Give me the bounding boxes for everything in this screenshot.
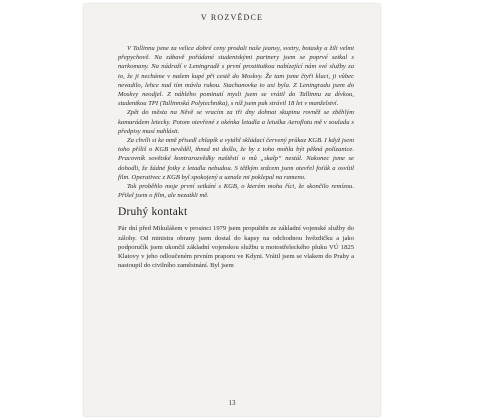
book-page — [84, 4, 380, 416]
page-number: 13 — [228, 399, 236, 407]
paragraph: Zpět do města na Něvě se vracím za tři dny dohnat skupinu rovněž se zběhlým kamarádem letecky. Potom otevřené z okénka letadla a letuška Aeroflotu mě v souladu s předpisy musí nahlásit. — [118, 109, 354, 135]
section-heading: Druhý kontakt — [118, 206, 188, 219]
paragraph: Pár dní před Mikulášem v prosinci 1979 jsem propuštěn ze základní vojenské služby do zálohy. Od ministra obrany jsem dostal do kapsy na odchodnou hvězdičku a jako podporučík jsem ukončil základní vojenskou službu u motostřeleckého pluku VÚ 1825 Klatovy v jeho odloučeném prvním praporu ve Kdyni. Vrátil jsem se vlakem do Prahy a nastoupil do civilního zaměstnání. Byl jsem — [118, 225, 354, 270]
running-head: V ROZVĚDCE — [200, 13, 264, 22]
paragraph: Za chvíli si ke mně přisedl chlapík a vytáhl skládací červený průkaz KGB. I když jsem toho příliš o KGB nevěděl, ihned mi došlo, že by z toho mohla být pěkná polízanice. Pracovník sovětské kontrarozvědky naštěstí o mů „skalp“ nestál. Nakonec jsme se dohodli, že žádné fotky z letadla nebudou. S těžkým srdcem jsem otevřel foťák a osvítil film. Operativec z KGB byl spokojený a uznale mi poklepal na rameno. — [118, 137, 354, 181]
paragraph: V Tallinnu jsme za velice dobré ceny prodali naše jeansy, svetry, botasky a žili velmi přepychově. Na zábavě pořádané studentskými partnery jsem se poprvé setkal s narkomany. Na nádraží v Leningradě s první prostitutkou nabízející nám své služby za to, že ji necháme v našem kupé při cestě do Moskvy. Že tam jsme čtyři kluci, ji vůbec nevadilo, lehce nad tím mávla rukou. Stachanovka to asi byla. Z Leningradu jsem do Moskvy neodjel. Z náhlého pominutí mysli jsem se vrátil do Tallinnu za dívkou, studentkou TPI (Tallinnská Polytechnika), s níž jsem pak strávil 18 let v manželství. — [118, 45, 354, 108]
section-body — [118, 224, 354, 270]
italic-passage — [118, 44, 354, 200]
page-body — [118, 44, 354, 270]
paragraph: Tak proběhlo moje první setkání s KGB, o kterém mohu říci, že skončilo remízou. Přišel jsem o film, ale nezatkli mě. — [118, 183, 354, 200]
